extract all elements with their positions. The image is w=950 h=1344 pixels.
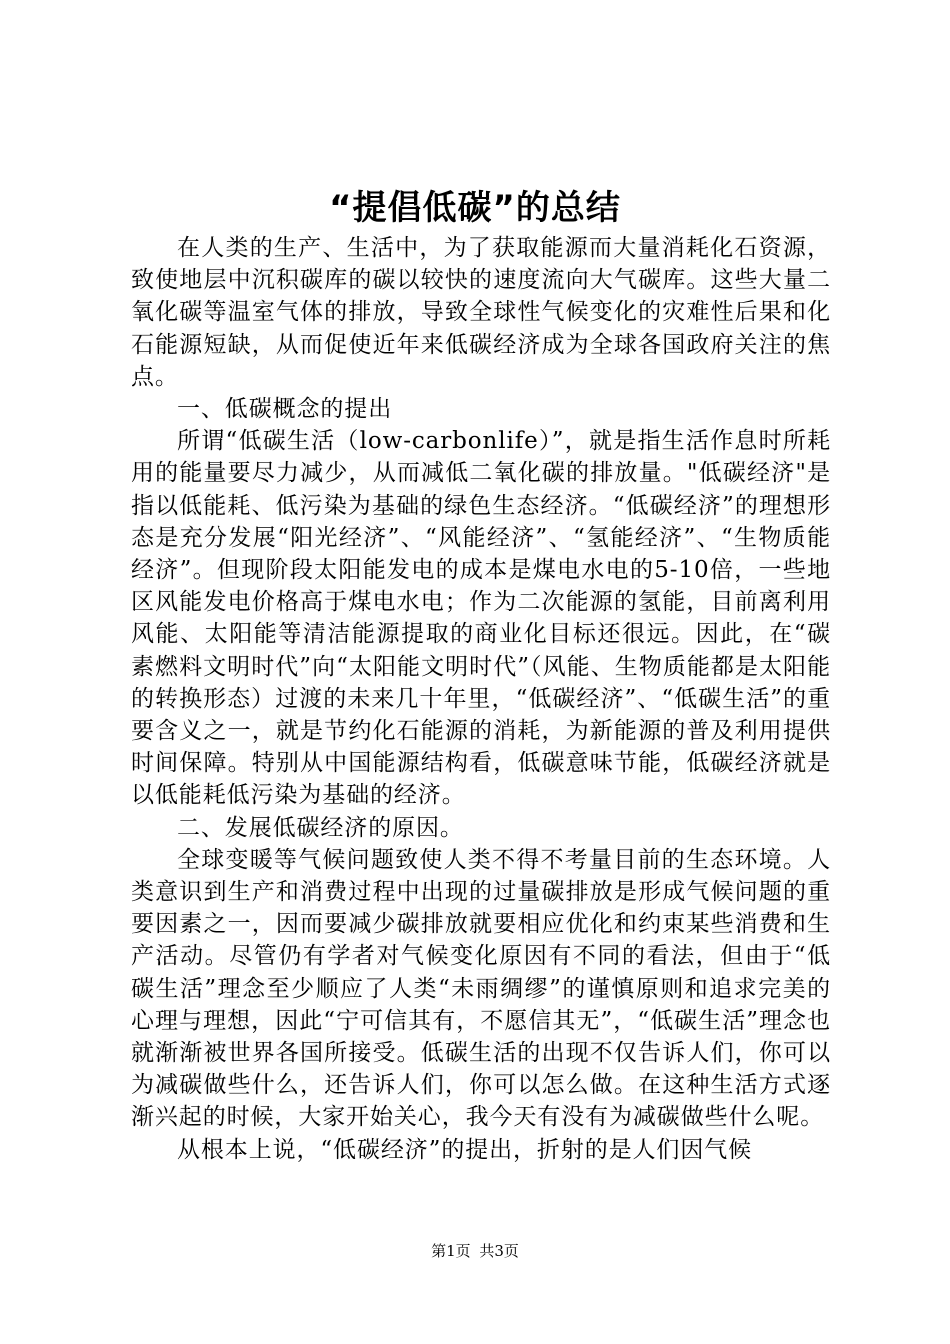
paragraph-low-carbon-concept: 所谓“低碳生活（low-carbonlife）”，就是指生活作息时所耗用的能量要尽力减少，从而减低二氧化碳的排放量。"低碳经济"是指以低能耗、低污染为基础的绿色生态经济。“低碳经济”的理想形态是充分发展“阳光经济”、“风能经济”、“氢能经济”、“生物质能经济”。但现阶段太阳能发电的成本是煤电水电的5-10倍，一些地区风能发电价格高于煤电水电；作为二次能源的氢能，目前离利用风能、太阳能等清洁能源提取的商业化目标还很远。因此，在“碳素燃料文明时代”向“太阳能文明时代”（风能、生物质能都是太阳能的转换形态）过渡的未来几十年里，“低碳经济”、“低碳生活”的重要含义之一，就是节约化石能源的消耗，为新能源的普及利用提供时间保障。特别从中国能源结构看，低碳意味节能，低碳经济就是以低能耗低污染为基础的经济。	[131, 428, 831, 809]
paragraph-intro: 在人类的生产、生活中，为了获取能源而大量消耗化石资源，致使地层中沉积碳库的碳以较快的速度流向大气碳库。这些大量二氧化碳等温室气体的排放，导致全球性气候变化的灾难性后果和化石能源短缺，从而促使近年来低碳经济成为全球各国政府关注的焦点。	[131, 235, 831, 390]
paragraph-fundamental: 从根本上说，“低碳经济”的提出，折射的是人们因气候	[177, 1136, 753, 1163]
document-title: “提倡低碳”的总结	[329, 188, 621, 228]
section-heading-1: 一、低碳概念的提出	[177, 396, 393, 423]
page-number: 第1页	[431, 1242, 471, 1260]
paragraph-reasons: 全球变暖等气候问题致使人类不得不考量目前的生态环境。人类意识到生产和消费过程中出现的过量碳排放是形成气候问题的重要因素之一，因而要减少碳排放就要相应优化和约束某些消费和生产活动。尽管仍有学者对气候变化原因有不同的看法，但由于“低碳生活”理念至少顺应了人类“未雨绸缪”的谨慎原则和追求完美的心理与理想，因此“宁可信其有，不愿信其无”，“低碳生活”理念也就渐渐被世界各国所接受。低碳生活的出现不仅告诉人们，你可以为减碳做些什么，还告诉人们，你可以怎么做。在这种生活方式逐渐兴起的时候，大家开始关心，我今天有没有为减碳做些什么呢。	[131, 846, 831, 1131]
document-body	[131, 232, 831, 1166]
section-heading-2: 二、发展低碳经济的原因。	[177, 814, 464, 841]
page-footer	[0, 1240, 950, 1262]
page-total: 共3页	[479, 1242, 519, 1260]
